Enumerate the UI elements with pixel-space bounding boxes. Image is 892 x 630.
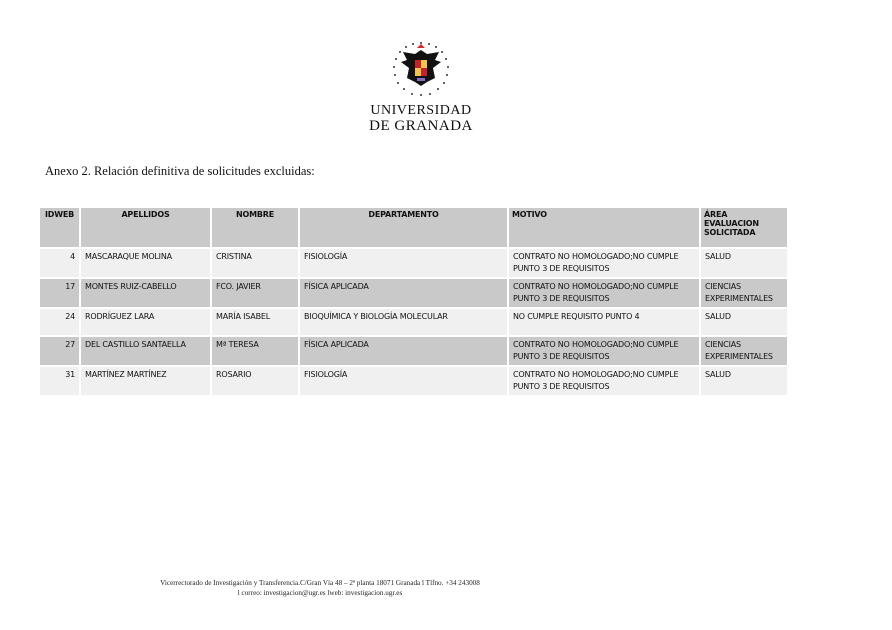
cell-motivo: NO CUMPLE REQUISITO PUNTO 4 xyxy=(509,309,699,335)
footer-contact: l correo: investigacion@ugr.es lweb: investigacion.ugr.es xyxy=(237,589,403,597)
university-name-line2: DE GRANADA xyxy=(369,118,473,134)
excluded-applications-table xyxy=(38,206,789,397)
cell-apellidos: MASCARAQUE MOLINA xyxy=(81,249,210,277)
cell-nombre: CRISTINA xyxy=(212,249,298,277)
cell-area: SALUD xyxy=(701,309,787,335)
table-row xyxy=(40,279,787,307)
university-seal-icon xyxy=(389,38,453,100)
cell-nombre: Mª TERESA xyxy=(212,337,298,365)
cell-departamento: FÍSICA APLICADA xyxy=(300,337,507,365)
footer-address: Vicerrectorado de Investigación y Transferencia.C/Gran Vía 48 – 2ª planta 18071 Granada l Tlfno. +34 243008 xyxy=(160,579,480,587)
university-name-line1: UNIVERSIDAD xyxy=(370,103,472,118)
col-area: ÁREA EVALUACION SOLICITADA xyxy=(701,208,787,247)
table-row xyxy=(40,367,787,395)
cell-idweb: 24 xyxy=(40,309,79,335)
cell-apellidos: RODRÍGUEZ LARA xyxy=(81,309,210,335)
table-row xyxy=(40,337,787,365)
cell-apellidos: MONTES RUIZ-CABELLO xyxy=(81,279,210,307)
cell-area: SALUD xyxy=(701,367,787,395)
col-motivo: MOTIVO xyxy=(509,208,699,247)
table-header-row xyxy=(40,208,787,247)
cell-departamento: FÍSICA APLICADA xyxy=(300,279,507,307)
col-nombre: NOMBRE xyxy=(212,208,298,247)
col-apellidos: APELLIDOS xyxy=(81,208,210,247)
cell-idweb: 4 xyxy=(40,249,79,277)
cell-nombre: FCO. JAVIER xyxy=(212,279,298,307)
cell-motivo: CONTRATO NO HOMOLOGADO;NO CUMPLE PUNTO 3 DE REQUISITOS xyxy=(509,337,699,365)
col-departamento: DEPARTAMENTO xyxy=(300,208,507,247)
cell-departamento: FISIOLOGÍA xyxy=(300,367,507,395)
cell-departamento: FISIOLOGÍA xyxy=(300,249,507,277)
cell-idweb: 31 xyxy=(40,367,79,395)
cell-idweb: 27 xyxy=(40,337,79,365)
cell-idweb: 17 xyxy=(40,279,79,307)
cell-area: CIENCIAS EXPERIMENTALES xyxy=(701,279,787,307)
cell-apellidos: MARTÍNEZ MARTÍNEZ xyxy=(81,367,210,395)
cell-departamento: BIOQUÍMICA Y BIOLOGÍA MOLECULAR xyxy=(300,309,507,335)
cell-nombre: MARÍA ISABEL xyxy=(212,309,298,335)
cell-apellidos: DEL CASTILLO SANTAELLA xyxy=(81,337,210,365)
cell-motivo: CONTRATO NO HOMOLOGADO;NO CUMPLE PUNTO 3 DE REQUISITOS xyxy=(509,249,699,277)
cell-area: CIENCIAS EXPERIMENTALES xyxy=(701,337,787,365)
cell-nombre: ROSARIO xyxy=(212,367,298,395)
cell-area: SALUD xyxy=(701,249,787,277)
col-idweb: IDWEB xyxy=(40,208,79,247)
annex-title: Anexo 2. Relación definitiva de solicitudes excluidas: xyxy=(45,164,315,178)
table-row xyxy=(40,249,787,277)
footer xyxy=(120,578,520,598)
cell-motivo: CONTRATO NO HOMOLOGADO;NO CUMPLE PUNTO 3 DE REQUISITOS xyxy=(509,279,699,307)
table-row xyxy=(40,309,787,335)
cell-motivo: CONTRATO NO HOMOLOGADO;NO CUMPLE PUNTO 3 DE REQUISITOS xyxy=(509,367,699,395)
